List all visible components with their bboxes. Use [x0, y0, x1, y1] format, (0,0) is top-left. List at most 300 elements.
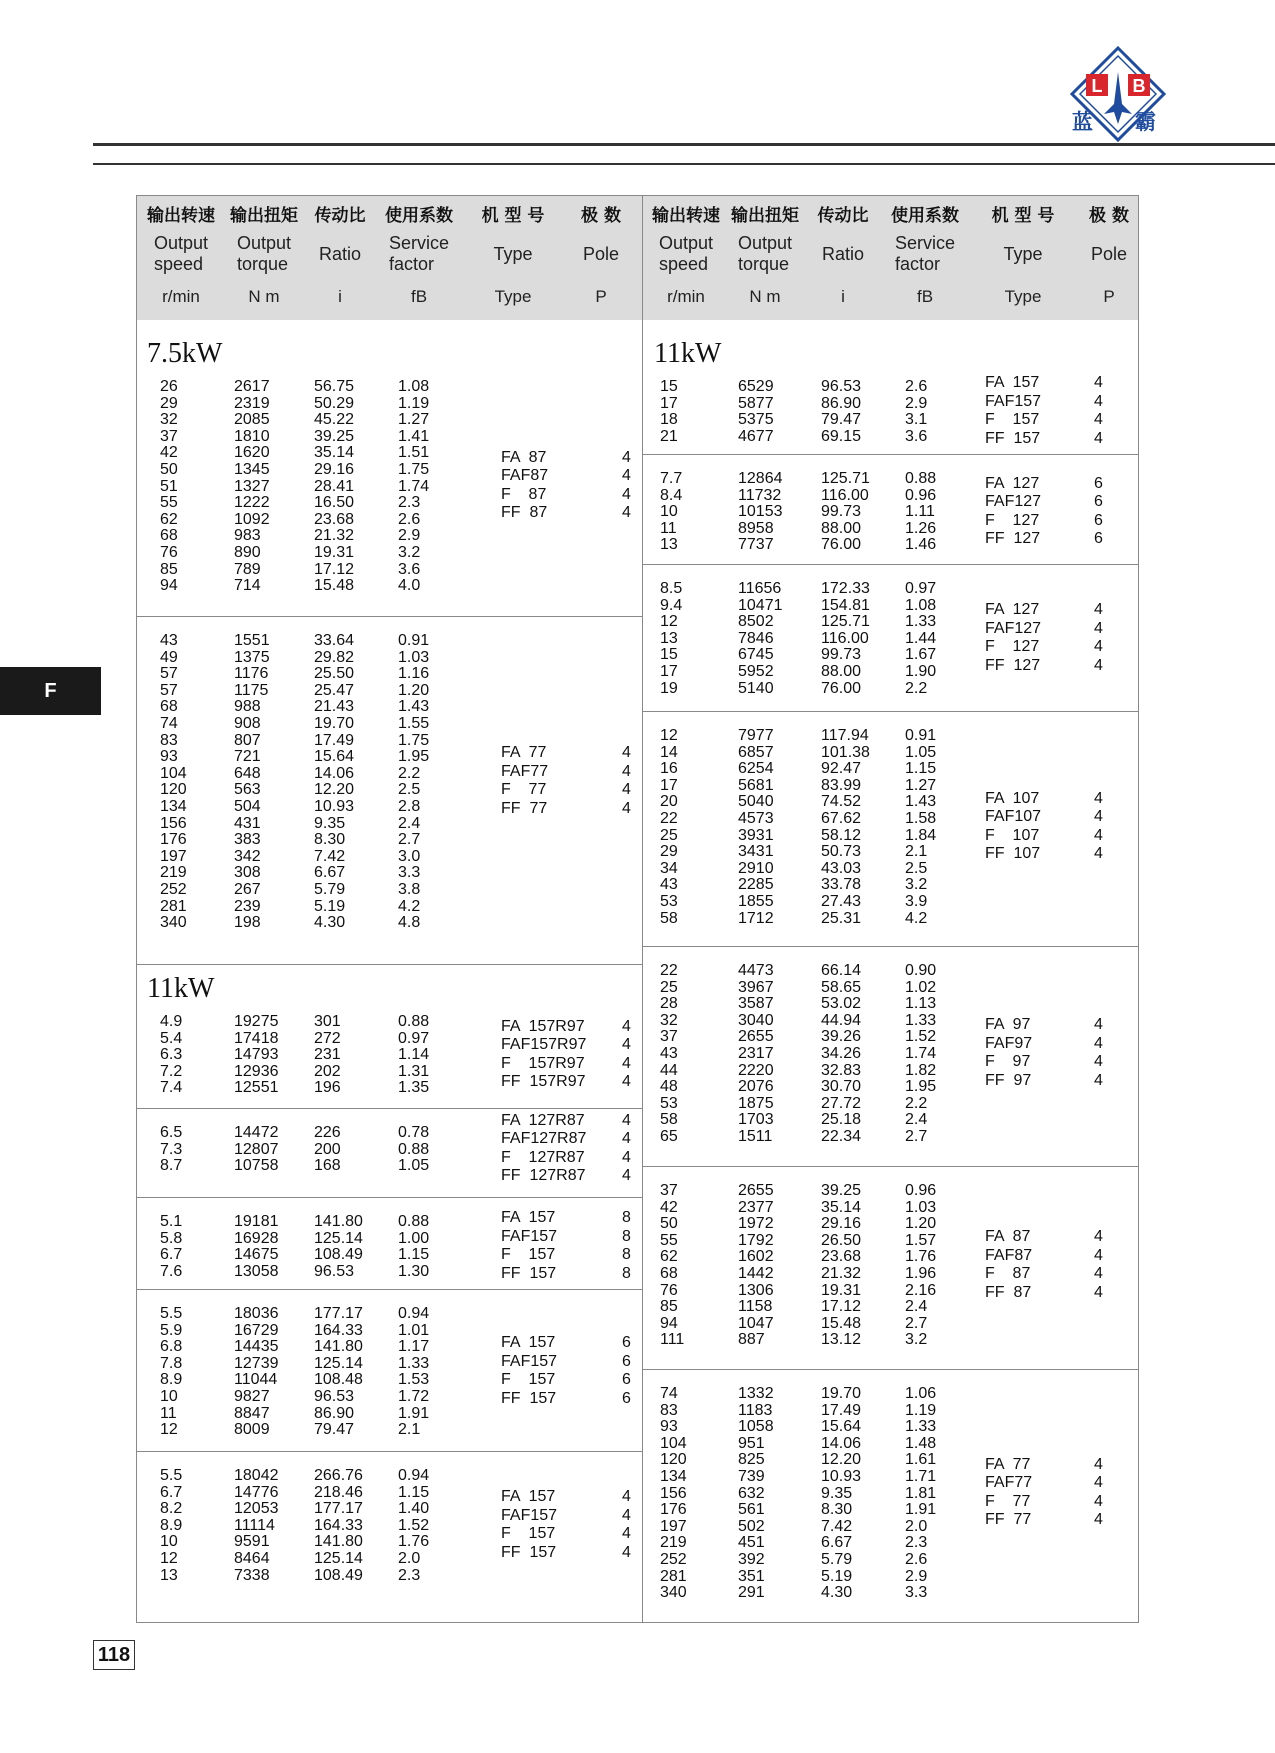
service-factor-cell: 2.6	[398, 510, 421, 528]
service-factor-cell: 1.11	[905, 503, 935, 521]
output-speed-cell: 37	[660, 1028, 678, 1046]
ratio-cell: 29.16	[314, 461, 355, 478]
pole-value: 4	[1094, 1246, 1103, 1264]
output-speed-cell: 12	[660, 613, 678, 631]
pole-value: 4	[1094, 1511, 1103, 1529]
output-torque-cell: 1158	[738, 1298, 773, 1316]
header-cn-3: 使用系数	[891, 206, 959, 226]
table-row	[643, 1551, 1139, 1569]
table-row	[136, 395, 642, 413]
type-value: FAF77	[985, 1474, 1033, 1492]
ratio-cell: 164.33	[314, 1516, 363, 1534]
pole-value: 4	[622, 1488, 631, 1506]
output-torque-cell: 1875	[738, 1094, 774, 1112]
ratio-cell: 125.14	[314, 1550, 363, 1567]
header-en-2	[319, 244, 361, 265]
type-line	[501, 1228, 642, 1247]
pole-value: 8	[622, 1227, 631, 1245]
output-speed-cell: 11	[160, 1404, 177, 1422]
service-factor-cell: 1.72	[398, 1388, 430, 1405]
type-value: FAF127	[985, 493, 1042, 510]
table-row	[643, 876, 1139, 894]
table-row	[136, 649, 642, 667]
pole-value: 8	[622, 1209, 631, 1227]
ratio-cell: 86.90	[821, 394, 862, 412]
table-row	[643, 962, 1139, 980]
ratio-cell: 96.53	[314, 1262, 355, 1280]
header-cn-2: 传动比	[817, 206, 869, 226]
type-value: FF 87	[985, 1283, 1032, 1301]
output-torque-cell: 2655	[738, 1028, 774, 1046]
service-factor-cell: 1.74	[905, 1045, 937, 1062]
service-factor-cell: 1.17	[398, 1338, 430, 1356]
output-torque-cell: 12739	[234, 1354, 279, 1372]
pole-value: 4	[1094, 411, 1103, 429]
output-torque-cell: 988	[234, 698, 261, 716]
output-speed-cell: 5.4	[160, 1029, 183, 1047]
pole-value: 4	[1094, 1228, 1103, 1245]
type-line	[501, 1112, 642, 1131]
service-factor-cell: 2.5	[398, 781, 421, 799]
output-torque-cell: 11044	[234, 1371, 278, 1389]
ratio-cell: 7.42	[821, 1517, 853, 1535]
service-factor-cell: 0.97	[398, 1029, 430, 1047]
output-speed-cell: 6.7	[160, 1483, 183, 1501]
output-torque-cell: 4677	[738, 427, 774, 445]
header-en-0	[659, 233, 713, 275]
pole-value: 4	[1094, 1474, 1103, 1492]
type-value: FAF87	[985, 1246, 1033, 1264]
service-factor-cell: 0.78	[398, 1124, 430, 1141]
output-speed-cell: 48	[660, 1078, 678, 1096]
pole-value: 4	[1094, 808, 1103, 826]
output-torque-cell: 10471	[738, 596, 783, 614]
type-value: FAF127	[985, 619, 1042, 637]
ratio-cell: 141.80	[314, 1533, 363, 1551]
output-speed-cell: 55	[660, 1231, 678, 1249]
service-factor-cell: 1.74	[398, 477, 430, 495]
ratio-cell: 35.14	[821, 1198, 862, 1216]
service-factor-cell: 2.3	[398, 1566, 421, 1584]
output-torque-cell: 6529	[738, 378, 774, 395]
pole-value: 4	[1094, 789, 1103, 807]
ratio-cell: 26.50	[821, 1231, 862, 1249]
output-speed-cell: 83	[660, 1401, 678, 1419]
ratio-cell: 117.94	[821, 727, 869, 744]
output-torque-cell: 1620	[234, 444, 270, 462]
output-torque-cell: 632	[738, 1484, 765, 1502]
header-en-1-line-1: torque	[737, 254, 790, 274]
type-line	[985, 1016, 1114, 1035]
output-torque-cell: 267	[234, 881, 261, 898]
ratio-cell: 56.75	[314, 378, 355, 395]
ratio-cell: 43.03	[821, 859, 862, 877]
service-factor-cell: 3.0	[398, 847, 421, 865]
output-speed-cell: 85	[660, 1298, 678, 1316]
ratio-cell: 19.70	[314, 715, 355, 732]
table-row	[136, 1421, 642, 1439]
type-line	[985, 845, 1114, 864]
header-unit-5: P	[1103, 287, 1115, 306]
ratio-cell: 96.53	[821, 378, 862, 395]
header-unit-4: Type	[494, 287, 532, 306]
output-speed-cell: 156	[160, 814, 187, 832]
ratio-cell: 15.48	[821, 1314, 862, 1332]
type-line	[501, 1130, 642, 1149]
output-speed-cell: 65	[660, 1128, 678, 1145]
right-group-3	[643, 712, 1139, 947]
output-torque-cell: 8502	[738, 613, 774, 631]
header-unit-3: fB	[916, 287, 934, 306]
left-type-block	[501, 744, 642, 818]
table-row	[136, 1467, 642, 1485]
service-factor-cell: 2.9	[905, 394, 928, 412]
ratio-cell: 5.79	[821, 1551, 853, 1568]
output-torque-cell: 11114	[234, 1516, 275, 1534]
table-row	[643, 1331, 1139, 1349]
pole-value: 4	[622, 467, 631, 485]
output-speed-cell: 13	[660, 629, 678, 647]
output-speed-cell: 51	[160, 477, 178, 495]
header-en-3	[895, 233, 955, 275]
table-row	[643, 1534, 1139, 1552]
service-factor-cell: 1.31	[398, 1062, 430, 1080]
output-speed-cell: 15	[660, 378, 678, 395]
pole-value: 4	[622, 504, 631, 522]
output-speed-cell: 37	[660, 1182, 678, 1199]
output-speed-cell: 219	[660, 1534, 687, 1552]
ratio-cell: 50.29	[314, 394, 355, 412]
pole-value: 4	[622, 799, 631, 817]
output-speed-cell: 281	[160, 897, 187, 915]
output-speed-cell: 6.7	[160, 1246, 183, 1264]
table-row	[136, 898, 642, 916]
header-unit-1: N m	[749, 287, 781, 306]
type-value: FF 157	[501, 1543, 557, 1561]
type-value: FF 127R87	[501, 1167, 586, 1185]
table-row	[643, 1199, 1139, 1217]
output-torque-cell: 3931	[738, 826, 774, 844]
service-factor-cell: 1.75	[398, 461, 430, 478]
output-torque-cell: 12864	[738, 470, 783, 487]
output-speed-cell: 120	[160, 781, 187, 799]
ratio-cell: 12.20	[821, 1451, 862, 1469]
type-value: F 77	[985, 1492, 1031, 1510]
output-speed-cell: 50	[160, 461, 178, 478]
service-factor-cell: 3.1	[905, 411, 928, 429]
ratio-cell: 172.33	[821, 580, 870, 597]
type-value: FF 77	[985, 1511, 1032, 1529]
service-factor-cell: 2.2	[905, 679, 928, 697]
output-torque-cell: 714	[234, 577, 261, 595]
output-speed-cell: 7.4	[160, 1079, 183, 1097]
table-row	[643, 1385, 1139, 1403]
header-en-5-line-0: Pole	[582, 244, 620, 264]
service-factor-cell: 0.88	[398, 1213, 430, 1230]
header-en-1	[237, 233, 291, 275]
ratio-cell: 88.00	[821, 519, 862, 537]
output-torque-cell: 2220	[738, 1061, 774, 1079]
service-factor-cell: 1.46	[905, 536, 937, 554]
type-line	[501, 1488, 642, 1507]
service-factor-cell: 1.55	[398, 715, 430, 732]
output-speed-cell: 7.7	[660, 470, 683, 487]
output-speed-cell: 17	[660, 776, 678, 794]
output-torque-cell: 2910	[738, 859, 774, 877]
table-row	[136, 914, 642, 932]
service-factor-cell: 1.27	[398, 411, 430, 429]
type-value: FF 97	[985, 1071, 1032, 1089]
output-speed-cell: 26	[160, 378, 178, 395]
output-speed-cell: 25	[660, 826, 678, 844]
output-speed-cell: 134	[160, 798, 187, 815]
service-factor-cell: 1.05	[398, 1157, 430, 1175]
output-speed-cell: 10	[160, 1388, 178, 1405]
table-row	[136, 378, 642, 396]
ratio-cell: 76.00	[821, 536, 862, 554]
left-type-block	[501, 449, 642, 523]
header-en-4	[1003, 244, 1042, 265]
type-value: F 157	[501, 1246, 556, 1264]
output-speed-cell: 252	[160, 881, 187, 898]
service-factor-cell: 1.33	[905, 613, 937, 631]
output-speed-cell: 120	[660, 1451, 687, 1469]
pole-value: 4	[622, 1054, 631, 1072]
output-torque-cell: 4573	[738, 810, 774, 827]
header-en-0	[154, 233, 208, 275]
type-line	[501, 1525, 642, 1544]
ratio-cell: 15.48	[314, 577, 355, 595]
pole-value: 4	[1094, 392, 1103, 410]
output-torque-cell: 1222	[234, 494, 270, 512]
header-unit-0: r/min	[667, 287, 705, 306]
ratio-cell: 39.25	[314, 427, 355, 445]
table-row	[643, 1568, 1139, 1586]
service-factor-cell: 1.91	[398, 1404, 430, 1422]
output-torque-cell: 6745	[738, 646, 774, 664]
service-factor-cell: 3.9	[905, 893, 928, 910]
header-cn-1: 输出扭矩	[230, 206, 298, 226]
table-row	[136, 544, 642, 562]
type-line	[501, 486, 642, 505]
output-torque-cell: 1175	[234, 681, 269, 699]
type-line	[985, 530, 1114, 549]
pole-value: 4	[622, 1017, 631, 1035]
type-value: FA 157	[501, 1334, 556, 1352]
service-factor-cell: 1.76	[905, 1248, 937, 1266]
type-value: FAF97	[985, 1034, 1033, 1052]
pole-value: 4	[1094, 656, 1103, 674]
output-torque-cell: 14793	[234, 1046, 279, 1064]
right-group-2	[643, 565, 1139, 712]
output-speed-cell: 13	[160, 1566, 178, 1584]
output-speed-cell: 5.9	[160, 1321, 183, 1339]
ratio-cell: 301	[314, 1013, 341, 1030]
pole-value: 6	[622, 1352, 631, 1370]
output-speed-cell: 49	[160, 648, 178, 666]
output-speed-cell: 85	[160, 560, 178, 578]
output-speed-cell: 62	[660, 1248, 678, 1266]
service-factor-cell: 1.33	[398, 1354, 430, 1372]
ratio-cell: 86.90	[314, 1404, 355, 1422]
output-speed-cell: 42	[660, 1198, 678, 1216]
pole-value: 4	[1094, 1492, 1103, 1510]
left-type-block	[501, 1334, 642, 1408]
table-row	[136, 411, 642, 429]
service-factor-cell: 1.41	[398, 427, 430, 445]
ratio-cell: 39.26	[821, 1028, 862, 1046]
service-factor-cell: 4.2	[398, 897, 421, 915]
type-value: FAF87	[501, 467, 549, 485]
output-torque-cell: 8009	[234, 1421, 270, 1439]
output-torque-cell: 18042	[234, 1467, 279, 1484]
header-en-1-line-1: torque	[236, 254, 289, 274]
service-factor-cell: 3.2	[398, 544, 421, 561]
ratio-cell: 33.78	[821, 876, 862, 894]
output-speed-cell: 10	[160, 1533, 178, 1551]
ratio-cell: 10.93	[314, 798, 355, 815]
service-factor-cell: 3.6	[905, 427, 928, 445]
header-en-1-line-0: Output	[737, 233, 793, 253]
pole-value: 4	[1094, 638, 1103, 656]
output-speed-cell: 6.5	[160, 1124, 183, 1141]
service-factor-cell: 0.88	[398, 1140, 430, 1158]
pole-value: 4	[622, 1073, 631, 1090]
output-speed-cell: 28	[660, 995, 678, 1013]
type-line	[985, 638, 1114, 657]
ratio-cell: 29.16	[821, 1215, 862, 1233]
service-factor-cell: 1.13	[905, 995, 937, 1013]
ratio-cell: 125.71	[821, 613, 870, 631]
output-speed-cell: 104	[160, 764, 187, 782]
output-speed-cell: 5.8	[160, 1229, 183, 1247]
header-unit-4: Type	[1004, 287, 1042, 306]
ratio-cell: 9.35	[314, 814, 346, 832]
pole-value: 8	[622, 1246, 631, 1264]
output-speed-cell: 281	[660, 1567, 687, 1585]
header-en-0-line-1: speed	[153, 254, 204, 274]
ratio-cell: 226	[314, 1124, 341, 1141]
service-factor-cell: 2.4	[398, 814, 421, 832]
ratio-cell: 168	[314, 1157, 341, 1175]
output-speed-cell: 57	[160, 665, 178, 683]
header-unit-1: N m	[248, 287, 280, 306]
service-factor-cell: 1.30	[398, 1262, 430, 1280]
output-speed-cell: 50	[660, 1215, 678, 1233]
type-value: F 127	[985, 511, 1040, 529]
table-row	[643, 995, 1139, 1013]
type-line	[985, 808, 1114, 827]
service-factor-cell: 1.20	[905, 1215, 937, 1233]
type-value: F 157	[501, 1371, 556, 1389]
output-torque-cell: 10153	[738, 503, 783, 521]
type-value: F 157	[501, 1525, 556, 1543]
service-factor-cell: 1.43	[398, 698, 430, 716]
type-value: FF 127	[985, 656, 1041, 674]
service-factor-cell: 0.97	[905, 580, 937, 597]
output-torque-cell: 198	[234, 914, 261, 932]
output-torque-cell: 12551	[234, 1079, 279, 1097]
service-factor-cell: 1.52	[398, 1516, 430, 1534]
pole-value: 6	[622, 1334, 631, 1352]
service-factor-cell: 1.75	[398, 731, 430, 749]
output-speed-cell: 53	[660, 1094, 678, 1112]
ratio-cell: 108.49	[314, 1246, 363, 1264]
type-value: FA 87	[985, 1228, 1031, 1245]
table-row	[643, 744, 1139, 762]
pole-value: 4	[622, 1506, 631, 1524]
output-speed-cell: 10	[660, 503, 678, 521]
output-torque-cell: 2319	[234, 394, 270, 412]
output-torque-cell: 342	[234, 847, 261, 865]
table-row	[643, 1402, 1139, 1420]
ratio-cell: 83.99	[821, 776, 862, 794]
page-number: 118	[93, 1640, 135, 1670]
header-en-1	[738, 233, 792, 275]
header-rule-bottom	[93, 163, 1275, 165]
left-group-2	[136, 965, 642, 1109]
output-torque-cell: 2285	[738, 876, 774, 894]
pole-value: 6	[1094, 511, 1103, 529]
service-factor-cell: 1.95	[398, 748, 430, 766]
output-speed-cell: 8.4	[660, 486, 683, 504]
type-value: FA 157	[985, 374, 1040, 392]
type-line	[985, 620, 1114, 639]
output-torque-cell: 1602	[738, 1248, 774, 1266]
service-factor-cell: 3.6	[398, 560, 421, 578]
left-type-block	[501, 1209, 642, 1283]
ratio-cell: 266.76	[314, 1467, 363, 1484]
output-torque-cell: 908	[234, 715, 261, 732]
service-factor-cell: 2.9	[398, 527, 421, 545]
pole-value: 4	[622, 1167, 631, 1185]
ratio-cell: 58.12	[821, 826, 862, 844]
table-row	[136, 1305, 642, 1323]
output-torque-cell: 1442	[738, 1265, 774, 1282]
type-line	[985, 1228, 1114, 1247]
service-factor-cell: 2.3	[398, 494, 421, 512]
ratio-cell: 5.79	[314, 881, 346, 898]
output-speed-cell: 44	[660, 1061, 678, 1079]
output-torque-cell: 7977	[738, 727, 774, 744]
left-group-1	[136, 617, 642, 965]
output-speed-cell: 8.9	[160, 1516, 183, 1534]
left-type-block	[501, 1112, 642, 1186]
output-torque-cell: 5140	[738, 679, 774, 697]
output-speed-cell: 176	[160, 831, 187, 849]
header-en-0-line-1: speed	[658, 254, 709, 274]
type-line	[501, 1353, 642, 1372]
output-speed-cell: 37	[160, 427, 178, 445]
output-speed-cell: 7.3	[160, 1140, 183, 1158]
output-torque-cell: 1375	[234, 648, 270, 666]
header-cn-2: 传动比	[314, 206, 366, 226]
left-group-3	[136, 1109, 642, 1198]
type-value: FF 87	[501, 504, 548, 522]
ratio-cell: 19.31	[314, 544, 355, 561]
type-line	[985, 790, 1114, 809]
output-torque-cell: 383	[234, 831, 261, 849]
right-group-6	[643, 1370, 1139, 1623]
service-factor-cell: 1.26	[905, 519, 937, 537]
service-factor-cell: 1.91	[905, 1501, 937, 1519]
ratio-cell: 99.73	[821, 503, 862, 521]
output-speed-cell: 17	[660, 394, 678, 412]
type-value: FF 127	[985, 530, 1041, 547]
output-speed-cell: 76	[660, 1281, 678, 1299]
right-type-block	[985, 475, 1114, 549]
service-factor-cell: 2.1	[905, 843, 928, 861]
